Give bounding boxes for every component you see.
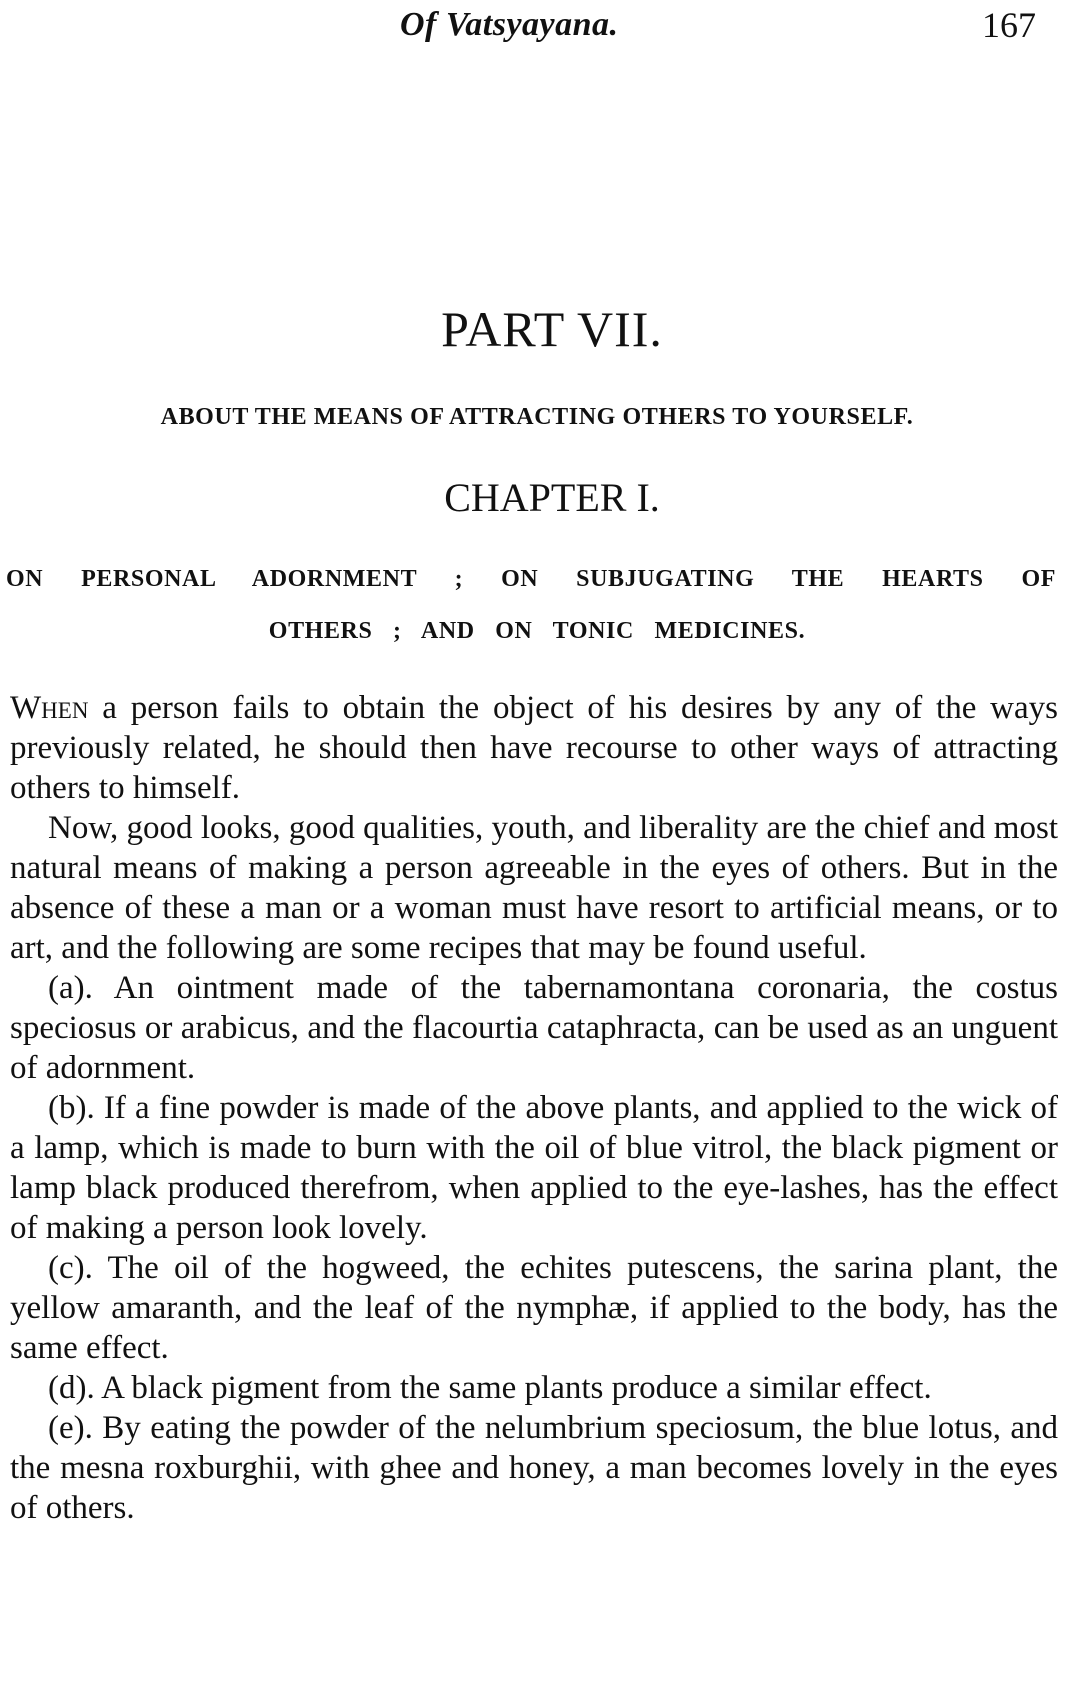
recipe-d: (d). A black pigment from the same plants produce a similar effect.	[48, 1370, 932, 1406]
lead-initial: W	[10, 690, 42, 726]
part-subtitle: ABOUT THE MEANS OF ATTRACTING OTHERS TO YOURSELF.	[160, 404, 914, 430]
running-head	[0, 2, 1074, 48]
chapter-title: CHAPTER I.	[444, 475, 660, 520]
paragraph-good-looks: Now, good looks, good qualities, youth, and liberality are the chief and most natural means of making a person agreeable in the eyes of others. But in the absence of these a man or a woman must have resort to artificial means, or to art, and the following are some recipes that may be found useful.	[10, 810, 1058, 966]
paragraph-opening	[10, 688, 1058, 808]
chapter-subtitle-line-2: OTHERS ; AND ON TONIC MEDICINES.	[268, 618, 806, 644]
running-title: Of Vatsyayana.	[400, 6, 619, 43]
recipe-a: (a). An ointment made of the tabernamontana coronaria, the costus speciosus or arabicus, and the flacourtia cataphracta, can be used as an unguent of adornment.	[10, 970, 1058, 1086]
lead-word-rest: hen	[41, 690, 89, 726]
chapter-body	[10, 688, 1058, 1528]
paragraph-opening-text: a person fails to obtain the object of his desires by any of the ways previously related, he should then have recourse to other ways of attracting others to himself.	[10, 690, 1058, 806]
recipe-b: (b). If a fine powder is made of the above plants, and applied to the wick of a lamp, which is made to burn with the oil of blue vitrol, the black pigment or lamp black produced therefrom, when applied to the eye-lashes, has the effect of making a person look lovely.	[10, 1090, 1058, 1246]
chapter-subtitle-line-1: ON PERSONAL ADORNMENT ; ON SUBJUGATING THE HEARTS OF	[6, 566, 1056, 592]
page-number: 167	[982, 5, 1036, 45]
recipe-e: (e). By eating the powder of the nelumbrium speciosum, the blue lotus, and the mesna roxburghii, with ghee and honey, a man becomes lovely in the eyes of others.	[10, 1410, 1058, 1526]
part-title: PART VII.	[441, 301, 663, 357]
recipe-c: (c). The oil of the hogweed, the echites putescens, the sarina plant, the yellow amaranth, and the leaf of the nymphæ, if applied to the body, has the same effect.	[10, 1250, 1058, 1366]
